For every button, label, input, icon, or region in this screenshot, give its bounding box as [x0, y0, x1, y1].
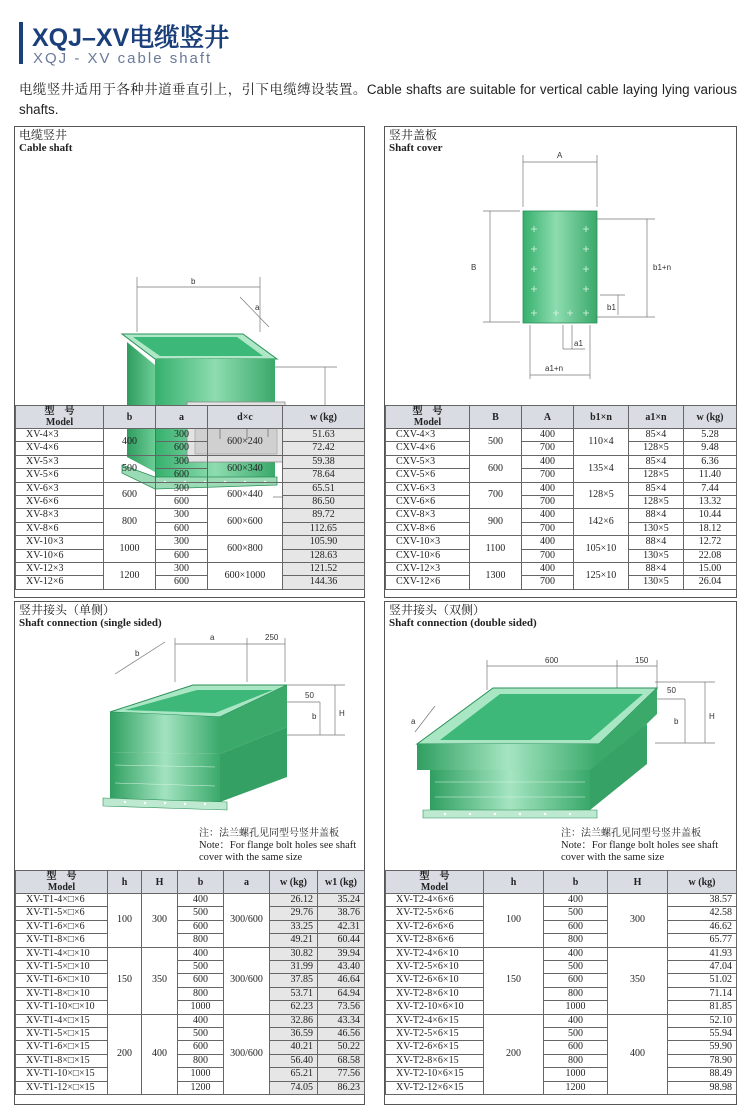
table-cell: 600: [544, 974, 608, 987]
table-cell: 1200: [544, 1081, 608, 1094]
table-row: [386, 974, 737, 987]
table-row: [16, 1014, 365, 1027]
panel-title-cn: 电缆竖井: [19, 128, 68, 142]
table-cell: 100: [484, 894, 544, 948]
table-cell: 46.56: [318, 1028, 365, 1041]
table-cell: 46.62: [668, 920, 737, 933]
table-cell: XV-T2-6×6×6: [386, 920, 484, 933]
col-h: h: [484, 871, 544, 894]
table-cell: 400: [178, 1014, 224, 1027]
table-cell: 37.85: [270, 974, 318, 987]
dim-B: B: [471, 263, 477, 272]
table-row: CXV-6×3 700 400 128×5 85×4 7.44: [386, 482, 737, 495]
dim-a: a: [255, 303, 260, 312]
table-cell: 33.25: [270, 920, 318, 933]
table-row: CXV-8×3 900 400 142×6 88×4 10.44: [386, 509, 737, 522]
table-cell: 74.05: [270, 1081, 318, 1094]
table-cell: XV-T1-10×□×15: [16, 1068, 108, 1081]
table-cell: 65.77: [668, 934, 737, 947]
table-cell: XV-T2-4×6×15: [386, 1014, 484, 1027]
table-cell: 50.22: [318, 1041, 365, 1054]
dim-600: 600: [545, 656, 559, 665]
table-cell: XV-T2-4×6×10: [386, 947, 484, 960]
table-cell: XV-T1-4×□×15: [16, 1014, 108, 1027]
table-row: CXV-12×3 1300 400 125×10 88×4 15.00: [386, 563, 737, 576]
table-cell: XV-T2-8×6×6: [386, 934, 484, 947]
panel-title-en: Shaft connection (single sided): [19, 617, 162, 629]
table-row: XV-6×3 600 300 600×440 65.51: [16, 482, 365, 495]
table-cell: XV-T1-6×□×6: [16, 920, 108, 933]
table-cell: 36.59: [270, 1028, 318, 1041]
table-cell: XV-T2-5×6×6: [386, 907, 484, 920]
table-cell: 400: [544, 894, 608, 907]
table-cell: 350: [608, 947, 668, 1014]
table-cell: 800: [178, 1054, 224, 1067]
dim-150: 150: [635, 656, 649, 665]
table-cell: 500: [178, 1028, 224, 1041]
col-model: 型 号 Model: [16, 406, 104, 429]
table-cell: XV-T2-12×6×15: [386, 1081, 484, 1094]
table-cell: 49.21: [270, 934, 318, 947]
table-row: XV-8×6 600 112.65: [16, 522, 365, 535]
table-cell: 86.23: [318, 1081, 365, 1094]
table-row: [16, 1001, 365, 1014]
table-row: [386, 894, 737, 907]
table-cell: 400: [608, 1014, 668, 1094]
table-row: CXV-6×6 700 128×5 13.32: [386, 496, 737, 509]
table-cell: XV-T2-8×6×15: [386, 1054, 484, 1067]
dim-a: a: [210, 633, 215, 642]
table-cell: XV-T1-6×□×10: [16, 974, 108, 987]
cable-shaft-drawing: [15, 127, 364, 405]
table-cell: 1000: [544, 1068, 608, 1081]
table-cell: 500: [544, 907, 608, 920]
dim-a1n: a1+n: [545, 364, 564, 373]
table-cell: XV-T2-5×6×10: [386, 961, 484, 974]
dim-a1: a1: [574, 339, 583, 348]
note-double: [561, 828, 718, 864]
table-row: XV-4×6 600 72.42: [16, 442, 365, 455]
table-cell: XV-T1-4×□×6: [16, 894, 108, 907]
dim-H: H: [709, 712, 715, 721]
table-cell: 600: [178, 920, 224, 933]
table-row: [386, 1054, 737, 1067]
shaft-cover-drawing: [385, 127, 736, 405]
table-cell: 400: [544, 947, 608, 960]
table-cell: 600: [544, 920, 608, 933]
table-cell: 1000: [178, 1001, 224, 1014]
table-row: CXV-5×6 700 128×5 11.40: [386, 469, 737, 482]
col-w: w (kg): [684, 406, 737, 429]
single-connection-table: [15, 870, 365, 1095]
dim-50: 50: [305, 691, 314, 700]
panel-title-cn: 竖井接头（双侧）: [389, 603, 486, 617]
table-cell: 62.23: [270, 1001, 318, 1014]
table-row: [386, 947, 737, 960]
col-H: H: [608, 871, 668, 894]
col-w1: w1 (kg): [318, 871, 365, 894]
table-cell: 55.94: [668, 1028, 737, 1041]
table-row: [386, 1001, 737, 1014]
table-cell: XV-T2-8×6×10: [386, 987, 484, 1000]
table-row: [386, 1014, 737, 1027]
panel-cable-shaft: [14, 126, 365, 598]
table-cell: 800: [544, 987, 608, 1000]
table-cell: 88.49: [668, 1068, 737, 1081]
table-cell: 400: [544, 1014, 608, 1027]
header-accent-bar: [19, 22, 23, 64]
table-cell: 30.82: [270, 947, 318, 960]
table-cell: 42.58: [668, 907, 737, 920]
table-row: [16, 974, 365, 987]
table-cell: 53.71: [270, 987, 318, 1000]
table-row: [16, 947, 365, 960]
table-cell: 60.44: [318, 934, 365, 947]
table-cell: 47.04: [668, 961, 737, 974]
note-cn: 注：法兰螺孔见同型号竖井盖板: [561, 828, 701, 839]
table-cell: 32.86: [270, 1014, 318, 1027]
table-cell: 300/600: [224, 947, 270, 1014]
table-cell: 600: [178, 1041, 224, 1054]
col-w: w (kg): [668, 871, 737, 894]
col-model: 型 号 Model: [16, 871, 108, 894]
table-cell: 98.98: [668, 1081, 737, 1094]
panel-single-connection: [14, 601, 365, 1105]
table-cell: XV-T1-5×□×15: [16, 1028, 108, 1041]
table-cell: 38.76: [318, 907, 365, 920]
table-cell: 200: [484, 1014, 544, 1094]
table-cell: 40.21: [270, 1041, 318, 1054]
table-cell: 350: [142, 947, 178, 1014]
table-cell: XV-T1-5×□×6: [16, 907, 108, 920]
cable-shaft-table: [15, 405, 365, 590]
table-cell: 59.90: [668, 1041, 737, 1054]
table-row: CXV-10×6 700 130×5 22.08: [386, 549, 737, 562]
col-model: 型 号 Model: [386, 406, 470, 429]
table-cell: 500: [544, 961, 608, 974]
table-row: [16, 934, 365, 947]
table-row: XV-4×3 400 300 600×240 51.63: [16, 429, 365, 442]
table-cell: 300: [608, 894, 668, 948]
col-b: b: [544, 871, 608, 894]
table-cell: 800: [544, 934, 608, 947]
page-title: XQJ–XV电缆竖井: [32, 24, 230, 52]
col-a: a: [156, 406, 208, 429]
col-w: w (kg): [270, 871, 318, 894]
panel-title-en: Shaft cover: [389, 142, 443, 154]
table-cell: 500: [178, 907, 224, 920]
table-cell: 78.90: [668, 1054, 737, 1067]
table-cell: 41.93: [668, 947, 737, 960]
page-subtitle: XQJ - XV cable shaft: [33, 50, 213, 67]
col-b: b: [178, 871, 224, 894]
col-b1n: b1×n: [574, 406, 629, 429]
table-row: [16, 1028, 365, 1041]
dim-H: H: [339, 709, 345, 718]
note-single: [199, 828, 356, 864]
note-en2: cover with the same size: [199, 852, 303, 863]
table-row: [386, 1081, 737, 1094]
table-row: CXV-4×3 500 400 110×4 85×4 5.28: [386, 429, 737, 442]
table-cell: 81.85: [668, 1001, 737, 1014]
table-row: XV-10×6 600 128.63: [16, 549, 365, 562]
table-cell: XV-T1-8×□×10: [16, 987, 108, 1000]
panel-double-connection: [384, 601, 737, 1105]
dim-b2: b: [312, 712, 317, 721]
table-cell: 800: [178, 934, 224, 947]
table-row: [16, 961, 365, 974]
table-row: CXV-8×6 700 130×5 18.12: [386, 522, 737, 535]
panel-title-cn: 竖井盖板: [389, 128, 438, 142]
col-a1n: a1×n: [629, 406, 684, 429]
table-cell: XV-T1-12×□×15: [16, 1081, 108, 1094]
dim-b1n: b1+n: [653, 263, 672, 272]
table-row: [16, 920, 365, 933]
table-header: [386, 406, 737, 429]
table-cell: XV-T1-8×□×15: [16, 1054, 108, 1067]
table-cell: 71.14: [668, 987, 737, 1000]
table-cell: 800: [178, 987, 224, 1000]
table-row: [386, 934, 737, 947]
table-cell: 39.94: [318, 947, 365, 960]
table-cell: XV-T2-6×6×15: [386, 1041, 484, 1054]
col-a: a: [224, 871, 270, 894]
table-header: [386, 871, 737, 894]
table-cell: 56.40: [270, 1054, 318, 1067]
dim-a: a: [411, 717, 416, 726]
table-row: [386, 961, 737, 974]
table-row: [386, 987, 737, 1000]
table-row: [386, 1041, 737, 1054]
table-cell: 500: [178, 961, 224, 974]
table-cell: 150: [108, 947, 142, 1014]
table-row: [16, 894, 365, 907]
dim-A: A: [557, 151, 563, 160]
table-cell: 400: [178, 947, 224, 960]
table-cell: 300/600: [224, 894, 270, 948]
table-row: [16, 1081, 365, 1094]
dim-b: b: [191, 277, 196, 286]
panel-title-cn: 竖井接头（单侧）: [19, 603, 116, 617]
table-row: CXV-5×3 600 400 135×4 85×4 6.36: [386, 455, 737, 468]
table-header: [16, 871, 365, 894]
panel-title-en: Cable shaft: [19, 142, 73, 154]
table-cell: XV-T2-4×6×6: [386, 894, 484, 907]
table-cell: XV-T1-10×□×10: [16, 1001, 108, 1014]
table-cell: 400: [142, 1014, 178, 1094]
table-cell: 500: [544, 1028, 608, 1041]
table-cell: 29.76: [270, 907, 318, 920]
panel-shaft-cover: [384, 126, 737, 598]
table-cell: 400: [178, 894, 224, 907]
table-row: [386, 1028, 737, 1041]
shaft-cover-table: [385, 405, 737, 590]
double-connection-table: [385, 870, 737, 1095]
table-row: [386, 1068, 737, 1081]
dim-b: b: [135, 649, 140, 658]
intro-text: 电缆竖井适用于各种井道垂直引上，引下电缆缚设装置。Cable shafts are suitable for vertical cable laying lying various shafts.: [19, 82, 737, 117]
table-row: CXV-10×3 1100 400 105×10 88×4 12.72: [386, 536, 737, 549]
table-row: [16, 907, 365, 920]
table-cell: 300/600: [224, 1014, 270, 1094]
note-en1: Note：For flange bolt holes see shaft: [199, 840, 357, 851]
table-cell: XV-T2-5×6×15: [386, 1028, 484, 1041]
table-cell: XV-T1-4×□×10: [16, 947, 108, 960]
table-row: [16, 1068, 365, 1081]
col-dxc: d×c: [208, 406, 283, 429]
table-cell: 64.94: [318, 987, 365, 1000]
col-w: w (kg): [283, 406, 365, 429]
table-cell: 600: [544, 1041, 608, 1054]
dim-250: 250: [265, 633, 279, 642]
table-cell: 150: [484, 947, 544, 1014]
table-row: CXV-4×6 700 128×5 9.48: [386, 442, 737, 455]
table-row: XV-8×3 800 300 600×600 89.72: [16, 509, 365, 522]
table-cell: 200: [108, 1014, 142, 1094]
col-A: A: [522, 406, 574, 429]
dim-b1: b1: [607, 303, 616, 312]
panel-title-en: Shaft connection (double sided): [389, 617, 537, 629]
table-cell: XV-T1-5×□×10: [16, 961, 108, 974]
col-B: B: [470, 406, 522, 429]
col-h: h: [108, 871, 142, 894]
dim-b: b: [674, 717, 679, 726]
table-cell: 52.10: [668, 1014, 737, 1027]
table-cell: XV-T2-6×6×10: [386, 974, 484, 987]
col-model: 型 号 Model: [386, 871, 484, 894]
table-cell: 38.57: [668, 894, 737, 907]
table-cell: 1000: [544, 1001, 608, 1014]
table-row: XV-10×3 1000 300 600×800 105.90: [16, 536, 365, 549]
table-cell: 43.40: [318, 961, 365, 974]
table-cell: XV-T2-10×6×10: [386, 1001, 484, 1014]
table-cell: 31.99: [270, 961, 318, 974]
table-row: [16, 987, 365, 1000]
table-cell: 100: [108, 894, 142, 948]
table-cell: 73.56: [318, 1001, 365, 1014]
table-cell: 26.12: [270, 894, 318, 907]
table-cell: 800: [544, 1054, 608, 1067]
table-row: XV-5×3 500 300 600×340 59.38: [16, 455, 365, 468]
table-row: XV-6×6 600 86.50: [16, 496, 365, 509]
table-row: XV-5×6 600 78.64: [16, 469, 365, 482]
note-en2: cover with the same size: [561, 852, 665, 863]
table-row: CXV-12×6 700 130×5 26.04: [386, 576, 737, 589]
note-en1: Note：For flange bolt holes see shaft: [561, 840, 719, 851]
table-row: XV-12×3 1200 300 600×1000 121.52: [16, 563, 365, 576]
table-cell: 46.64: [318, 974, 365, 987]
table-cell: 77.56: [318, 1068, 365, 1081]
table-cell: 68.58: [318, 1054, 365, 1067]
table-cell: 43.34: [318, 1014, 365, 1027]
table-cell: XV-T2-10×6×15: [386, 1068, 484, 1081]
table-row: [16, 1041, 365, 1054]
col-b: b: [104, 406, 156, 429]
table-row: [386, 920, 737, 933]
table-cell: 1200: [178, 1081, 224, 1094]
table-cell: 42.31: [318, 920, 365, 933]
table-cell: 1000: [178, 1068, 224, 1081]
table-header: [16, 406, 365, 429]
table-cell: XV-T1-6×□×15: [16, 1041, 108, 1054]
table-row: [16, 1054, 365, 1067]
table-cell: 65.21: [270, 1068, 318, 1081]
dim-50: 50: [667, 686, 676, 695]
table-row: [386, 907, 737, 920]
table-row: XV-12×6 600 144.36: [16, 576, 365, 589]
table-cell: XV-T1-8×□×6: [16, 934, 108, 947]
table-cell: 300: [142, 894, 178, 948]
col-H: H: [142, 871, 178, 894]
table-cell: 35.24: [318, 894, 365, 907]
note-cn: 注：法兰螺孔见同型号竖井盖板: [199, 828, 339, 839]
table-cell: 600: [178, 974, 224, 987]
table-cell: 51.02: [668, 974, 737, 987]
